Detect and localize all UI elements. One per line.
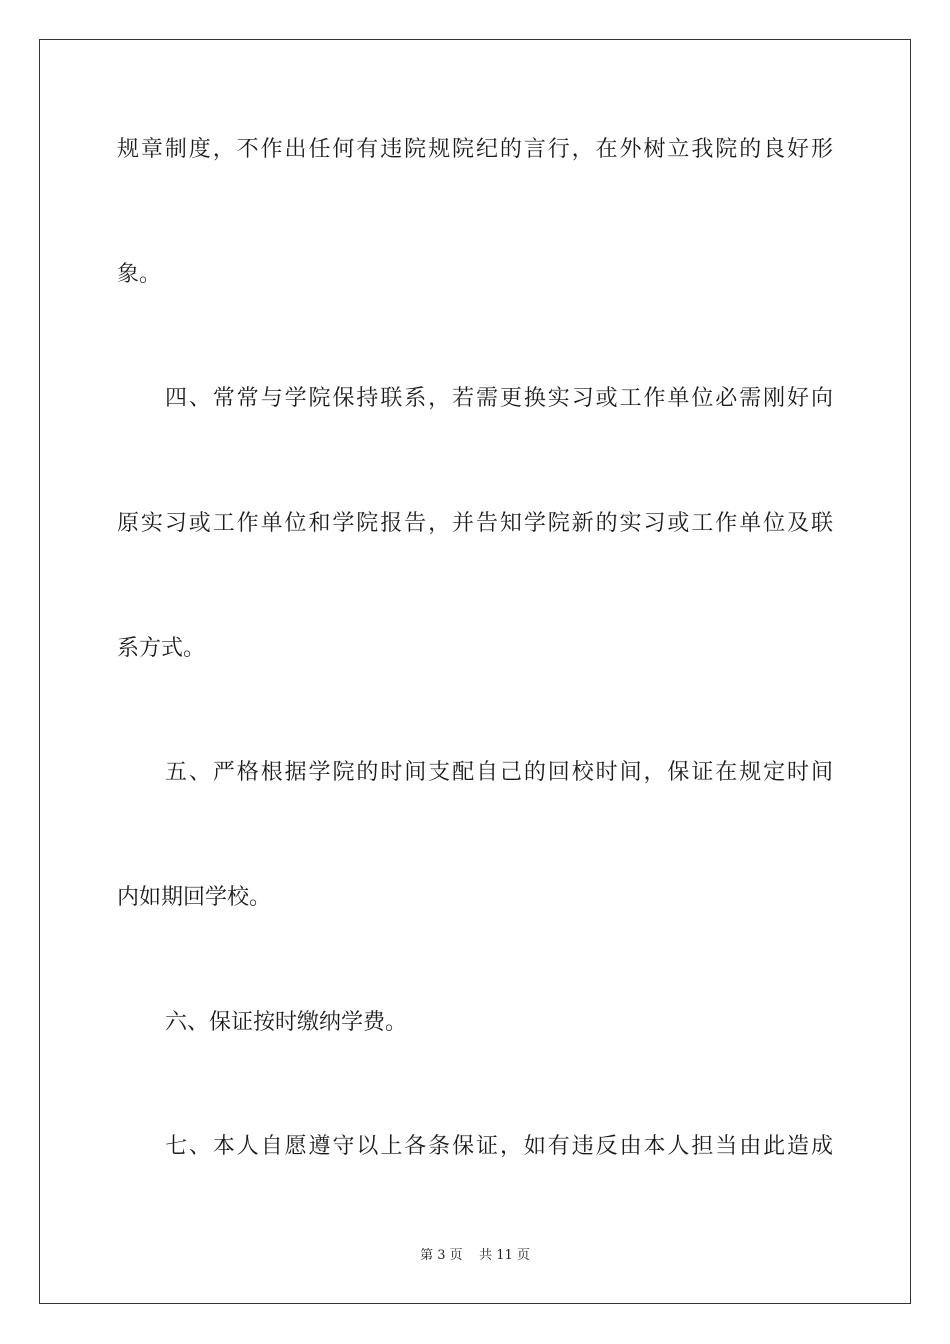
paragraph-five-line-1: 五、严格根据学院的时间支配自己的回校时间，保证在规定时间: [165, 760, 833, 785]
page-number-footer: 第 3 页 共 11 页: [420, 1248, 530, 1263]
paragraph-seven-line-1: 七、本人自愿遵守以上各条保证，如有违反由本人担当由此造成: [165, 1134, 833, 1159]
text-line-1: 规章制度，不作出任何有违院规院纪的言行，在外树立我院的良好形: [117, 137, 833, 162]
page-border: [39, 39, 911, 1304]
paragraph-five-line-2: 内如期回学校。: [117, 885, 272, 910]
paragraph-four-line-3: 系方式。: [117, 636, 206, 661]
text-line-2: 象。: [117, 262, 162, 287]
paragraph-four-line-2: 原实习或工作单位和学院报告，并告知学院新的实习或工作单位及联: [117, 511, 833, 536]
paragraph-six: 六、保证按时缴纳学费。: [165, 1010, 408, 1035]
paragraph-four-line-1: 四、常常与学院保持联系，若需更换实习或工作单位必需刚好向: [165, 386, 833, 411]
